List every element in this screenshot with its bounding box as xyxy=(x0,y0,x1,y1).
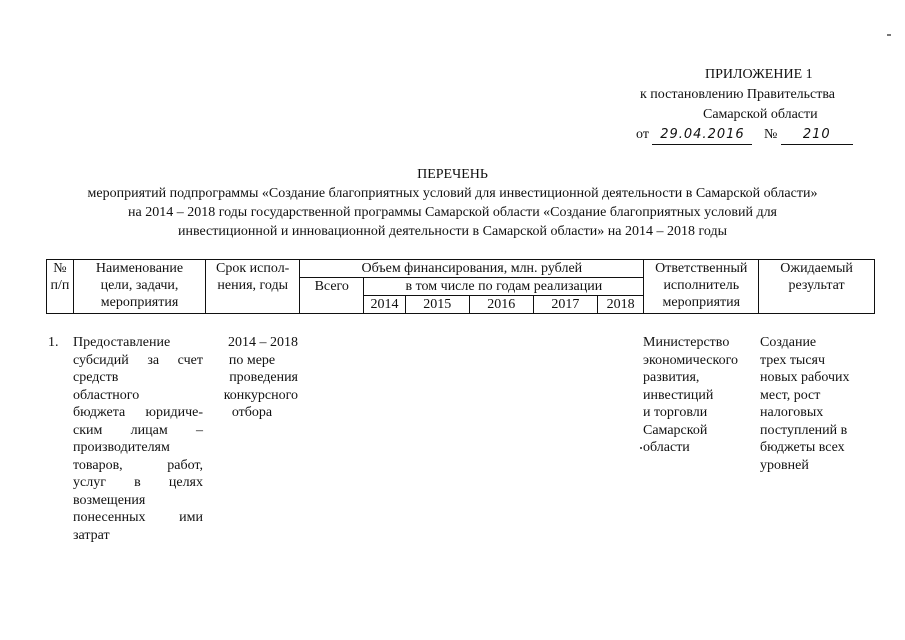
row1-name: Предоставление субсидий за счет средств областного бюджета юридиче- ским лицам – производителям товаров, работ, услуг в целях возмещения понесенных ими затрат xyxy=(73,335,203,543)
heading-line-2: на 2014 – 2018 годы государственной программы Самарской области «Создание благоприятных условий для xyxy=(127,205,777,220)
date-handwritten: 29.04.2016 xyxy=(652,126,752,145)
table-header xyxy=(46,259,875,314)
appendix-date-line xyxy=(636,126,853,145)
header-name: Наименование цели, задачи, мероприятия xyxy=(73,260,205,314)
header-year-2015: 2015 xyxy=(405,296,469,314)
header-result: Ожидаемый результат xyxy=(759,260,875,314)
row1-executor: Министерство экономического развития, инвестиций и торговли Самарской области xyxy=(643,335,738,455)
header-term: Срок испол- нения, годы xyxy=(206,260,300,314)
appendix-title: ПРИЛОЖЕНИЕ 1 xyxy=(705,67,813,82)
date-prefix: от xyxy=(636,127,649,142)
header-year-2014: 2014 xyxy=(364,296,405,314)
number-prefix: № xyxy=(763,127,778,142)
heading-line-1: мероприятий подпрограммы «Создание благоприятных условий для инвестиционной деятельности в Самарской области» xyxy=(87,186,818,201)
scan-speck xyxy=(640,447,642,449)
row1-term: 2014 – 2018 по мере проведения конкурсного отбора xyxy=(223,335,298,420)
appendix-line-2: Самарской области xyxy=(703,107,818,122)
appendix-line-1: к постановлению Правительства xyxy=(640,87,836,102)
header-total: Всего xyxy=(300,278,364,314)
header-executor: Ответственный исполнитель мероприятия xyxy=(644,260,759,314)
document-title: ПЕРЕЧЕНЬ xyxy=(417,167,488,182)
header-by-years: в том числе по годам реализации xyxy=(364,278,644,296)
header-num: № п/п xyxy=(47,260,74,314)
header-financing: Объем финансирования, млн. рублей xyxy=(300,260,644,278)
row1-result: Создание трех тысяч новых рабочих мест, рост налоговых поступлений в бюджеты всех уровней xyxy=(760,335,850,473)
number-handwritten: 210 xyxy=(781,126,853,145)
header-year-2016: 2016 xyxy=(469,296,533,314)
header-year-2018: 2018 xyxy=(597,296,644,314)
heading-line-3: инвестиционной и инновационной деятельности в Самарской области» на 2014 – 2018 годы xyxy=(177,224,728,239)
scan-edge-mark xyxy=(887,34,891,36)
header-year-2017: 2017 xyxy=(533,296,597,314)
row1-num: 1. xyxy=(48,335,59,350)
